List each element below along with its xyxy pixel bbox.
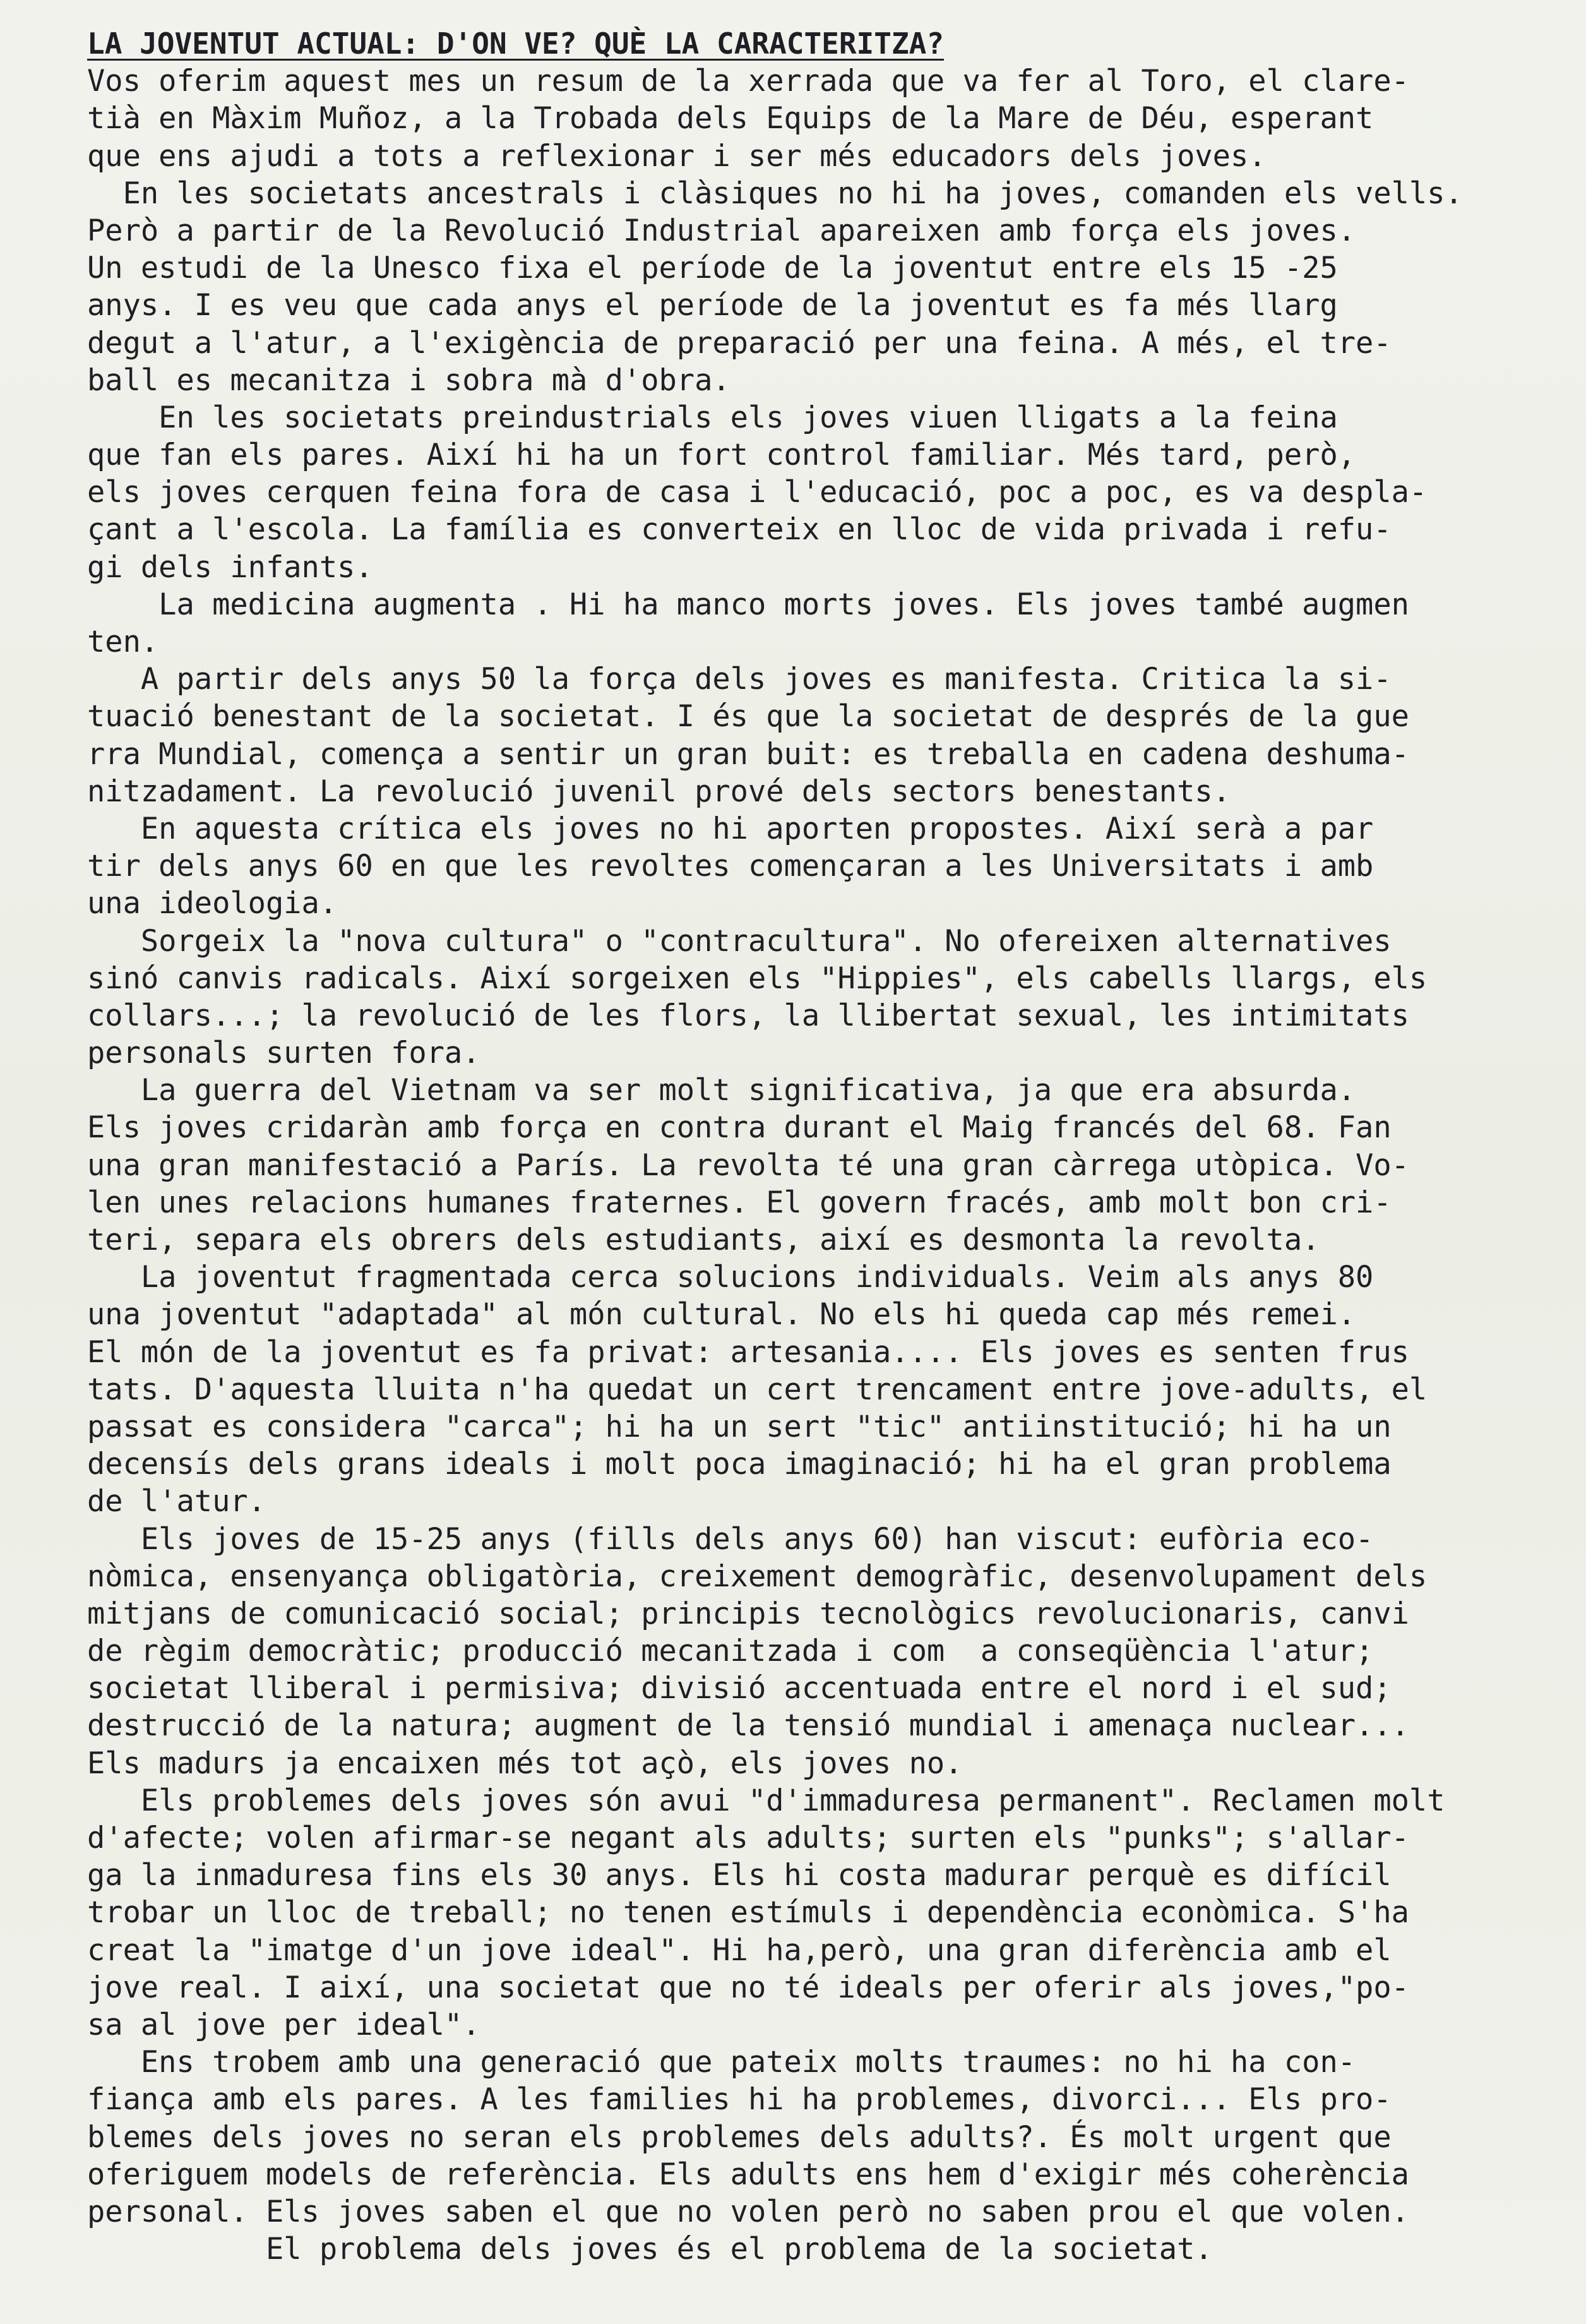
text-line: passat es considera "carca"; hi ha un sert "tic" antiinstitució; hi ha un [87, 1409, 1392, 1444]
text-line: ga la inmaduresa fins els 30 anys. Els hi costa madurar perquè es difícil [87, 1858, 1392, 1893]
text-line: societat lliberal i permisiva; divisió accentuada entre el nord i el sud; [87, 1671, 1392, 1706]
text-line: A partir dels anys 50 la força dels joves es manifesta. Critica la si- [87, 662, 1392, 697]
text-line: En aquesta crítica els joves no hi aporten propostes. Així serà a par [87, 811, 1374, 846]
text-line: çant a l'escola. La família es converteix en lloc de vida privada i refu- [87, 512, 1392, 548]
text-line: d'afecte; volen afirmar-se negant als adults; surten els "punks"; s'allar- [87, 1821, 1409, 1855]
text-line: destrucció de la natura; augment de la tensió mundial i amenaça nuclear... [87, 1708, 1409, 1744]
text-line: creat la "imatge d'un jove ideal". Hi ha,però, una gran diferència amb el [87, 1932, 1392, 1968]
article-title: LA JOVENTUT ACTUAL: D'ON VE? QUÈ LA CARACTERITZA? [87, 27, 945, 61]
text-line: degut a l'atur, a l'exigència de preparació per una feina. A més, el tre- [87, 325, 1392, 361]
text-line: jove real. I així, una societat que no té ideals per oferir als joves,"po- [87, 1970, 1409, 2005]
text-line: sa al jove per ideal". [87, 2007, 480, 2042]
text-line: tuació benestant de la societat. I és que la societat de després de la gue [87, 699, 1409, 734]
text-line: gi dels infants. [87, 549, 373, 585]
text-line: Els joves de 15-25 anys (fills dels anys 60) han viscut: eufòria eco- [87, 1521, 1374, 1557]
text-line: tats. D'aquesta lluita n'ha quedat un cert trencament entre jove-adults, el [87, 1372, 1428, 1407]
text-line: oferiguem models de referència. Els adults ens hem d'exigir més coherència [87, 2157, 1409, 2192]
text-line: teri, separa els obrers dels estudiants, així es desmonta la revolta. [87, 1223, 1320, 1257]
text-line: rra Mundial, comença a sentir un gran buit: es treballa en cadena deshuma- [87, 736, 1409, 772]
text-line: len unes relacions humanes fraternes. El govern fracés, amb molt bon cri- [87, 1185, 1392, 1220]
text-line: de l'atur. [87, 1484, 266, 1519]
text-line: ten. [87, 625, 159, 659]
text-line: En les societats ancestrals i clàsiques no hi ha joves, comanden els vells. [87, 176, 1463, 211]
text-line: Però a partir de la Revolució Industrial apareixen amb força els joves. [87, 213, 1356, 248]
text-line: sinó canvis radicals. Així sorgeixen els "Hippies", els cabells llargs, els [87, 961, 1428, 996]
text-line: mitjans de comunicació social; principis tecnològics revolucionaris, canvi [87, 1596, 1409, 1631]
text-line: La guerra del Vietnam va ser molt significativa, ja que era absurda. [87, 1073, 1356, 1108]
text-line: La joventut fragmentada cerca solucions individuals. Veim als anys 80 [87, 1260, 1374, 1295]
text-line: que fan els pares. Així hi ha un fort control familiar. Més tard, però, [87, 438, 1356, 473]
text-line: En les societats preindustrials els joves viuen lligats a la feina [87, 400, 1338, 435]
text-line: Ens trobem amb una generació que pateix molts traumes: no hi ha con- [87, 2045, 1356, 2080]
text-line: trobar un lloc de treball; no tenen estímuls i dependència econòmica. S'ha [87, 1895, 1409, 1931]
text-line: personal. Els joves saben el que no volen però no saben prou el que volen. [87, 2194, 1409, 2229]
text-line: Vos oferim aquest mes un resum de la xerrada que va fer al Toro, el clare- [87, 64, 1409, 99]
text-line: Un estudi de la Unesco fixa el període de la joventut entre els 15 -25 [87, 251, 1338, 286]
text-line: ball es mecanitza i sobra mà d'obra. [87, 362, 730, 398]
text-line: nitzadament. La revolució juvenil prové dels sectors benestants. [87, 774, 1231, 809]
text-line: que ens ajudi a tots a reflexionar i ser més educadors dels joves. [87, 138, 1267, 174]
text-line: de règim democràtic; producció mecanitzada i com a conseqüència l'atur; [87, 1634, 1374, 1669]
text-line: blemes dels joves no seran els problemes dels adults?. És molt urgent que [87, 2119, 1392, 2155]
text-line: Els joves cridaràn amb força en contra durant el Maig francés del 68. Fan [87, 1110, 1392, 1146]
text-line: els joves cerquen feina fora de casa i l'educació, poc a poc, es va despla- [87, 475, 1428, 510]
text-line: anys. I es veu que cada anys el període de la joventut es fa més llarg [87, 288, 1338, 323]
text-line: Sorgeix la "nova cultura" o "contracultura". No ofereixen alternatives [87, 923, 1392, 959]
text-line: fiança amb els pares. A les families hi ha problemes, divorci... Els pro- [87, 2082, 1392, 2117]
text-line: personals surten fora. [87, 1036, 480, 1071]
text-line: decensís dels grans ideals i molt poca imaginació; hi ha el gran problema [87, 1447, 1392, 1482]
text-line: tir dels anys 60 en que les revoltes començaran a les Universitats i amb [87, 849, 1374, 884]
text-line: collars...; la revolució de les flors, la llibertat sexual, les intimitats [87, 998, 1409, 1033]
text-line: nòmica, ensenyança obligatòria, creixement demogràfic, desenvolupament dels [87, 1559, 1428, 1594]
text-line: una ideologia. [87, 886, 338, 921]
text-line: tià en Màxim Muñoz, a la Trobada dels Equips de la Mare de Déu, esperant [87, 101, 1374, 136]
typed-article [87, 25, 1552, 2268]
closing-line: El problema dels joves és el problema de la societat. [87, 2232, 1213, 2267]
text-line: una gran manifestació a París. La revolta té una gran càrrega utòpica. Vo- [87, 1147, 1409, 1183]
text-line: Els problemes dels joves són avui "d'immaduresa permanent". Reclamen molt [87, 1783, 1445, 1818]
text-line: Els madurs ja encaixen més tot açò, els joves no. [87, 1746, 963, 1781]
text-line: La medicina augmenta . Hi ha manco morts joves. Els joves també augmen [87, 587, 1409, 622]
text-line: una joventut "adaptada" al món cultural. No els hi queda cap més remei. [87, 1297, 1356, 1333]
text-line: El món de la joventut es fa privat: artesania.... Els joves es senten frus [87, 1334, 1409, 1370]
